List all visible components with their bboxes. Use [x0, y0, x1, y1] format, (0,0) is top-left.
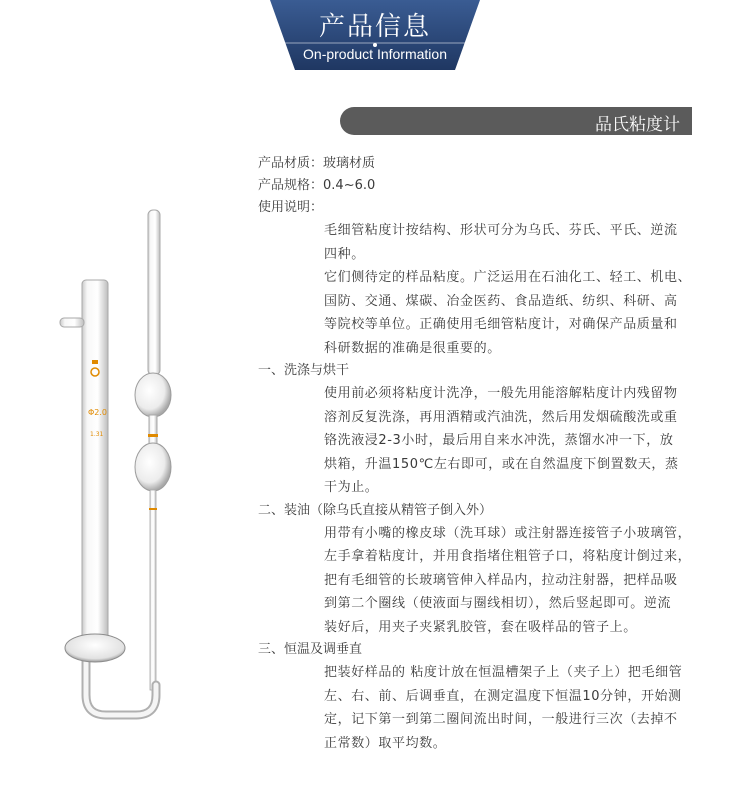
paragraph-line: 到第二个圈线（使液面与圈线相切），然后竖起即可。逆流 [324, 596, 672, 611]
material-row [258, 153, 698, 175]
marking-size: Φ2.0 [88, 408, 108, 417]
usage-intro-1 [324, 219, 698, 266]
paragraph-line: 定，记下第一到第二圈间流出时间，一般进行三次（去掉不 [324, 712, 678, 727]
viscometer-drawing [50, 200, 180, 720]
product-name: 品氏粘度计 [595, 115, 680, 135]
product-name-bar [340, 107, 692, 135]
material-value: 玻璃材质 [323, 156, 376, 171]
paragraph-line: 把有毛细管的长玻璃管伸入样品内，拉动注射器，把样品吸 [324, 572, 678, 588]
paragraph-line: 把装好样品的 粘度计放在恒温槽架子上（夹子上）把毛细管 [324, 665, 683, 680]
section-heading-temp: 三、恒温及调垂直 [258, 642, 363, 657]
paragraph-line: 左、右、前、后调垂直，在测定温度下恒温10分钟，开始测 [324, 688, 682, 704]
viscometer-illustration [50, 200, 180, 724]
banner-subtitle: On-product Information [303, 46, 447, 62]
spec-label: 产品规格： [258, 178, 324, 193]
banner-title: 产品信息 [318, 12, 431, 42]
paragraph-line: 烘箱，升温150℃左右即可，或在自然温度下倒置数天，蒸 [324, 456, 679, 472]
paragraph-line: 铬洗液浸2-3小时，最后用自来水冲洗，蒸馏水冲一下，放 [324, 433, 674, 448]
paragraph-line: 左手拿着粘度计，并用食指堵住粗管子口，将粘度计倒过来， [324, 549, 692, 564]
paragraph-line: 用带有小嘴的橡皮球（洗耳球）或注射器连接管子小玻璃管， [324, 525, 692, 541]
section-body-temp [324, 661, 698, 755]
paragraph-line: 装好后，用夹子夹紧乳胶管，套在吸样品的管子上。 [324, 619, 637, 635]
section-body-wash [324, 382, 698, 500]
section-body-oil [324, 522, 698, 640]
material-label: 产品材质： [258, 156, 324, 171]
section-heading-oil: 二、装油（除乌氏直接从精管子倒入外） [258, 502, 493, 518]
paragraph-line: 正常数）取平均数。 [324, 735, 447, 751]
usage-intro-2 [324, 266, 698, 360]
spec-value: 0.4~6.0 [323, 178, 376, 193]
spec-row [258, 175, 698, 197]
product-details [258, 153, 698, 755]
paragraph-line: 干为止。 [324, 480, 379, 495]
paragraph-line: 它们侧待定的样品粘度。广泛运用在石油化工、轻工、机电、 [324, 270, 692, 285]
usage-label: 使用说明： [258, 200, 324, 215]
paragraph-line: 毛细管粘度计按结构、形状可分为乌氏、芬氏、平氏、逆流 [324, 223, 678, 238]
paragraph-line: 四种。 [324, 246, 365, 262]
paragraph-line: 使用前必须将粘度计洗净，一般先用能溶解粘度计内残留物 [324, 386, 678, 401]
paragraph-line: 溶剂反复洗涤，再用酒精或汽油洗，然后用发烟硫酸洗或重 [324, 409, 678, 425]
paragraph-line: 等院校等单位。正确使用毛细管粘度计，对确保产品质量和 [324, 317, 678, 332]
paragraph-line: 科研数据的准确是很重要的。 [324, 340, 501, 356]
header-banner [0, 0, 750, 75]
marking-code: 1.31 [90, 431, 104, 438]
paragraph-line: 国防、交通、煤碳、冶金医药、食品造纸、纺织、科研、高 [324, 293, 678, 309]
section-heading-wash: 一、洗涤与烘干 [258, 363, 350, 378]
